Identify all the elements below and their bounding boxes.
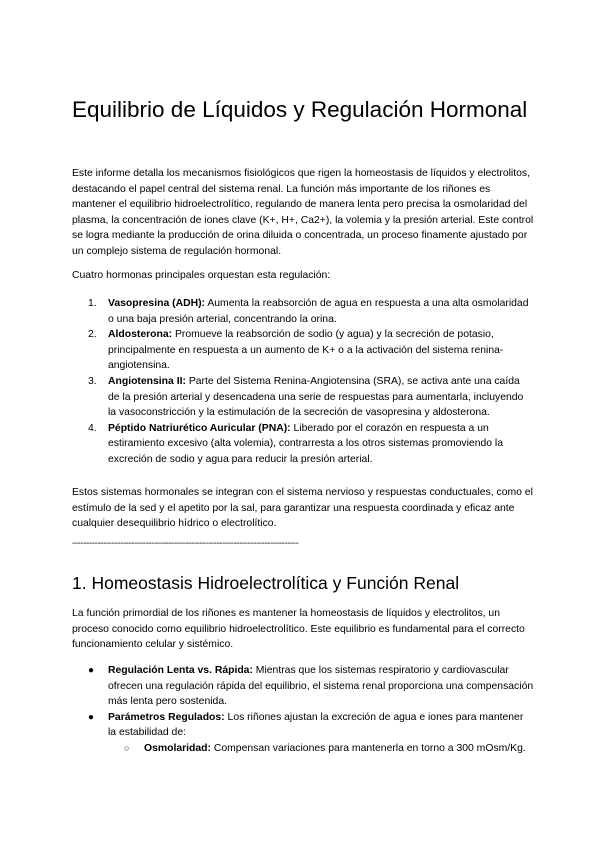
list-item-text: Los riñones ajustan la excreción de agua e iones para mantener la estabilidad de: [108,711,524,739]
circle-bullet-icon: ○ [124,742,130,753]
horizontal-rule: -------------------------------------------------------------------------------- [72,538,299,549]
list-item-text: Liberado por el corazón en respuesta a un estiramiento excesivo (alta volemia), contrarresta a los otros sistemas promoviendo la excreción de sodio y agua para reducir la presión arterial. [108,422,504,465]
bullet-icon: ● [88,711,95,723]
list-item [88,296,534,327]
intro-paragraph: Este informe detalla los mecanismos fisiológicos que rigen la homeostasis de líquidos y electrolitos, destacando el papel central del sistema renal. La función más importante de los riñones es mantener el equilibrio hidroelectrolítico, regulando de manera lenta pero precisa la osmolaridad del plasma, la concentración de iones clave (K+, H+, Ca2+), la volemia y la presión arterial. Este control se logra mediante la producción de orina diluida o concentrada, un proceso finamente ajustado por un complejo sistema de regulación hormonal. [72,168,534,257]
list-number: 4. [88,422,97,434]
section-bullets [72,663,534,757]
list-item [88,374,534,421]
bullet-icon: ● [88,665,95,676]
sub-bullets [108,741,534,757]
list-item-term: Aldosterona: [108,329,173,341]
list-item-term: Osmolaridad: [144,742,211,754]
list-item [88,421,534,468]
section-heading: 1. Homeostasis Hidroelectrolítica y Función Renal [72,573,460,593]
list-item-text: Aumenta la reabsorción de agua en respuesta a una alta osmolaridad o una baja presión arterial, concentrando la orina. [108,298,529,325]
page-title: Equilibrio de Líquidos y Regulación Hormonal [72,97,528,122]
list-item-text: Compensan variaciones para mantenerla en torno a 300 mOsm/Kg. [210,742,526,754]
section-paragraph: La función primordial de los riñones es mantener la homeostasis de líquidos y electrolitos, un proceso conocido como equilibrio hidroelectrolítico. Este equilibrio es fundamental para el correcto funcionamiento celular y sistémico. [72,608,525,651]
list-number: 2. [88,329,97,341]
list-number: 1. [88,298,97,309]
list-item-term: Regulación Lenta vs. Rápida: [108,665,253,676]
list-item-text: Parte del Sistema Renina-Angiotensina (SRA), se activa ante una caída de la presión arterial y desencadena una serie de respuestas para aumentarla, incluyendo la vasoconstricción y la estimulación de la secreción de vasopresina y aldosterona. [108,375,524,419]
list-item-term: Vasopresina (ADH): [108,298,206,309]
list-item [88,327,534,374]
list-item-term: Parámetros Regulados: [108,711,225,723]
closing-paragraph: Estos sistemas hormonales se integran con el sistema nervioso y respuestas conductuales, como el estímulo de la sed y el apetito por la sal, para garantizar una respuesta coordinada y eficaz ante cualquier desequilibrio hídrico o electrolítico. [72,487,533,530]
hormones-list [72,296,534,468]
list-item [88,663,534,710]
list-item-text: Mientras que los sistemas respiratorio y cardiovascular ofrecen una regulación rápida del equilibrio, el sistema renal proporciona una compensación más lenta pero sostenida. [108,665,534,708]
list-number: 3. [88,375,97,387]
list-item [88,710,534,757]
list-item-term: Péptido Natriurético Auricular (PNA): [108,422,291,434]
hormones-lead: Cuatro hormonas principales orquestan esta regulación: [72,270,331,281]
list-item [124,741,534,757]
list-item-term: Angiotensina II: [108,375,186,387]
list-item-text: Promueve la reabsorción de sodio (y agua) y la secreción de potasio, principalmente en respuesta a un aumento de K+ o a la activación del sistema renina-angiotensina. [108,329,504,372]
